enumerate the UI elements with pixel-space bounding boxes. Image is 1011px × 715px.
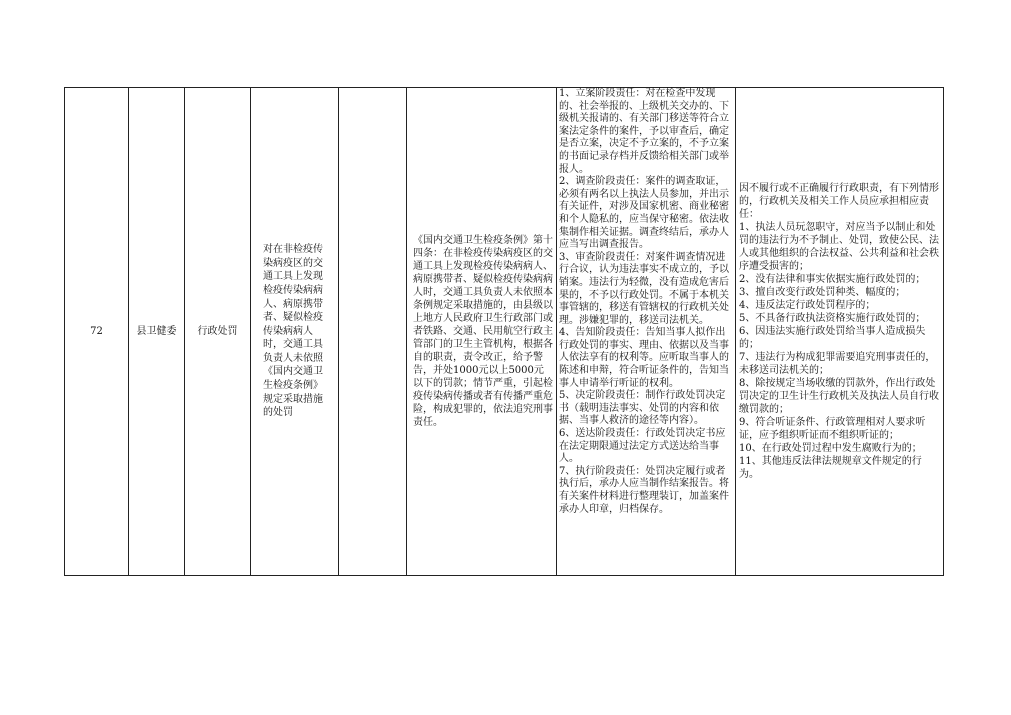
legal-basis-text: 《国内交通卫生检疫条例》第十四条：在非检疫传染病疫区的交通工具上发现检疫传染病病人、病原携带者、疑似检疫传染病病人时，交通工具负责人未依照本条例规定采取措施的，由县级以上地方人民政府卫生行政部门或者铁路、交通、民用航空行政主管部门的卫生主管机构，根据各自的职责，责令改正，给予警告，并处1000元以上5000元以下的罚款；情节严重，引起检疫传染病传播或者有传播严重危险，构成犯罪的，依法追究刑事责任。: [413, 235, 553, 428]
accountability-cell: [736, 88, 944, 576]
table-row: [65, 88, 944, 576]
legal-basis-cell: [407, 88, 557, 576]
item-name-text: 对在非检疫传染病疫区的交通工具上发现检疫传染病病人、病原携带者、疑似检疫传染病病人时，交通工具负责人未依照《国内交通卫生检疫条例》规定采取措施的处罚: [263, 244, 323, 419]
power-type-cell: 行政处罚: [185, 88, 251, 576]
item-name-cell: [251, 88, 339, 576]
row-number: 72: [65, 88, 129, 576]
accountability-text: 因不履行或不正确履行行政职责，有下列情形的，行政机关及相关工作人员应承担相应责任： 1、执法人员玩忽职守，对应当予以制止和处罚的违法行为不予制止、处罚，致使公民、法人或其他组织的合法权益、公共利益和社会秩序遭受损害的； 2、没有法律和事实依据实施行政处罚的； 3、擅自改变行政处罚种类、幅度的； 4、违反法定行政处罚程序的； 5、不具备行政执法资格实施行政处罚的； 6、因违法实施行政处罚给当事人造成损失的； 7、违法行为构成犯罪需要追究刑事责任的，未移送司法机关的； 8、除按规定当场收缴的罚款外，作出行政处罚决定的卫生计生行政机关及执法人员自行收缴罚款的； 9、符合听证条件、行政管理相对人要求听证，应予组织听证而不组织听证的； 10、在行政处罚过程中发生腐败行为的； 11、其他违反法律法规规章文件规定的行为。: [739, 183, 939, 480]
power-list-table: [64, 87, 944, 576]
responsibility-cell: [557, 88, 736, 576]
department-cell: 县卫健委: [129, 88, 185, 576]
sub-item-cell: [339, 88, 407, 576]
responsibility-text: 1、立案阶段责任：对在检查中发现的、社会举报的、上级机关交办的、下级机关报请的、有关部门移送等符合立案法定条件的案件，予以审查后，确定是否立案，决定不予立案的，不予立案的书面记录存档并反馈给相关部门或举报人。 2、调查阶段责任：案件的调查取证，必须有两名以上执法人员参加，并出示有关证件，对涉及国家机密、商业秘密和个人隐私的，应当保守秘密。依法收集制作相关证据。调查终结后，承办人应当写出调查报告。 3、审查阶段责任：对案件调查情况进行合议，认为违法事实不成立的，予以销案。违法行为轻微，没有造成危害后果的，不予以行政处罚。不属于本机关事管辖的，移送有管辖权的行政机关处理。涉嫌犯罪的，移送司法机关。 4、告知阶段责任：告知当事人拟作出行政处罚的事实、理由、依据以及当事人依法享有的权利等。应听取当事人的陈述和申辩，符合听证条件的，告知当事人申请举行听证的权利。 5、决定阶段责任：制作行政处罚决定书（载明违法事实、处罚的内容和依据、当事人救济的途径等内容）。 6、送达阶段责任：行政处罚决定书应在法定期限通过法定方式送达给当事人。 7、执行阶段责任：处罚决定履行或者执行后，承办人应当制作结案报告。将有关案件材料进行整理装订，加盖案件承办人印章，归档保存。: [559, 88, 729, 515]
